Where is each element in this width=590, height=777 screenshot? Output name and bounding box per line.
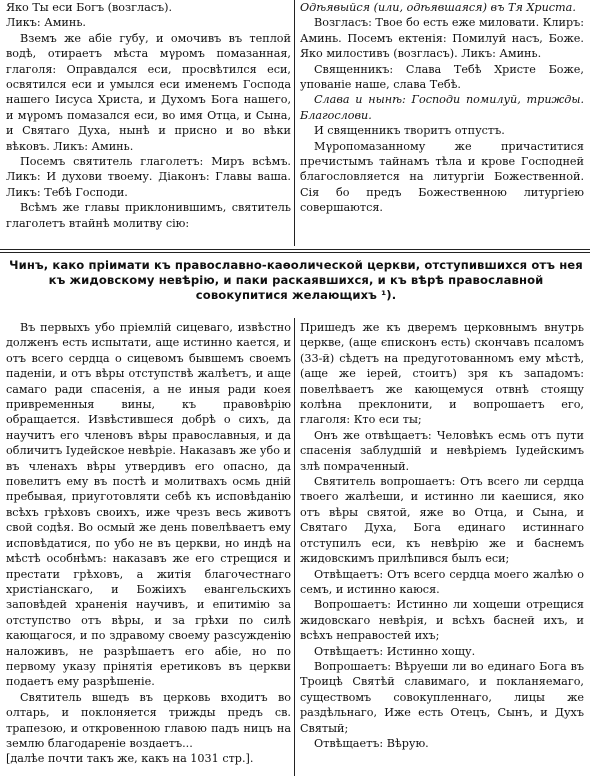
paragraph: Въ первыхъ убо пріемлій сицеваго, извѣстно долженъ есть испытати, аще истинно кается, и отъ всего сердца о сицевомъ бывшемъ своемъ паденіи, и отъ вѣры отступствѣ жалѣетъ, и аще самаго ради спасенія, а не иныя ради коея привременныя вины, къ правовѣрію обращается. Извѣстившеся добрѣ о сихъ, да научитъ его членовъ вѣры православныя, и да обличитъ Іудейское невѣріе. Наказавъ же убо и въ членахъ вѣры утвердивъ его опасно, да повелитъ ему въ постѣ и молитвахъ осмь дній пребывая, приуготовляти себѣ къ исповѣданію всѣхъ грѣховъ своихъ, иже чрезъ весь животъ свой содѣя. Во осмый же день повелѣваетъ ему исповѣдатися, по убо не въ церкви, но индѣ на мѣстѣ особнѣмъ: наказавъ же его стрещися и престати грѣховъ, а житія благочестнаго христіанскаго, и Божіихъ евангельскихъ заповѣдей храненія научивъ, и епитимію за отступство отъ вѣры, и за грѣхи по силѣ кающагося, и по здравому своему разсужденію наложивъ, не разрѣшаетъ его абіе, но по первому указу прінятія еретиковъ въ церкви подаетъ ему разрѣшеніе.	[6, 321, 291, 689]
paragraph: Вопрошаетъ: Вѣруеши ли во единаго Бога въ Троицѣ Святѣй славимаго, и покланяемаго, существомъ совокупленнаго, лицы же раздѣльнаго, Иже есть Отецъ, Сынъ, и Духъ Святый;	[300, 659, 584, 735]
paragraph: Одѣявыйся (или, одѣявшаяся) въ Тя Христа.	[300, 1, 576, 14]
section-heading: Чинъ, како пріимати къ православно-каѳолической церкви, отступившихся отъ нея къ жидовскому невѣрію, и паки раскаявшихся, и къ вѣрѣ православной совокупитися желающихъ ¹).	[9, 258, 583, 302]
paragraph: Отвѣщаетъ: Истинно хощу.	[314, 644, 476, 658]
paragraph: Святитель вшедъ въ церковь входитъ во олтарь, и поклоняется трижды предъ св. трапезою, и откровенною главою падъ ницъ на землю благодареніе воздаетъ...	[6, 690, 291, 750]
paragraph: Мγропомазанному же причаститися пречистымъ тайнамъ тѣла и крове Господней благословляется на литургіи Божественной. Сія бо предъ Божественною литургіею совершаются.	[300, 139, 584, 215]
top-right-column	[300, 0, 584, 216]
paragraph: Всѣмъ же главы приклонившимъ, святитель глаголетъ втайнѣ молитву сію:	[6, 201, 291, 230]
paragraph: Вземъ же абіе губу, и омочивъ въ теплой водѣ, отираетъ мѣста мγромъ помазанная, глаголя: Оправдался еси, просвѣтился еси, освятился еси и умылся еси именемъ Господа нашего Іисуса Христа, и Духомъ Бога нашего, и мγромъ помазался еси, во имя Отца, и Сына, и Святаго Духа, нынѣ и присно и во вѣки вѣковъ. Ликъ: Аминь.	[6, 31, 291, 153]
paragraph: [далѣе почти такъ же, какъ на 1031 стр.].	[6, 752, 254, 766]
top-left-column	[6, 0, 291, 231]
paragraph: Онъ же отвѣщаетъ: Человѣкъ есмь отъ пути спасенія заблудшій и невѣріемъ Іудейскимъ злѣ помраченный.	[300, 428, 584, 473]
paragraph: Ликъ: Аминь.	[6, 16, 86, 30]
section-rule	[0, 249, 590, 250]
paragraph: Пришедъ же къ дверемъ церковнымъ внутрь церкве, (аще єписконъ есть) скончавъ псаломъ (33-й) сѣдетъ на предуготованномъ ему мѣстѣ, (аще же іерей, стоитъ) зря къ западомъ: повелѣваетъ же кающемуся отвнѣ стоящу колѣна преклонити, и вопрошаетъ его, глаголя: Кто еси ты;	[300, 321, 584, 427]
bottom-left-column	[6, 320, 291, 767]
column-divider	[294, 318, 295, 776]
paragraph: Посемъ святитель глаголетъ: Миръ всѣмъ. Ликъ: И духови твоему. Діаконъ: Главы ваша. Ликъ: Тебѣ Господи.	[6, 155, 291, 199]
section-rule	[0, 252, 590, 253]
bottom-right-column	[300, 320, 584, 751]
paragraph: Яко Ты еси Богъ (возгласъ).	[6, 1, 173, 14]
paragraph: Святитель вопрошаетъ: Отъ всего ли сердца твоего жалѣеши, и истинно ли каешися, яко отъ вѣры святой, яже во Отца, и Сына, и Святаго Духа, Бога единаго истиннаго отступилъ еси, къ невѣрію же и баснемъ жидовскимъ прилѣпився былъ еси;	[300, 475, 584, 566]
paragraph: Отвѣщаетъ: Вѣрую.	[314, 736, 429, 750]
paragraph: Вопрошаетъ: Истинно ли хощеши отрещися жидовскаго невѣрія, и всѣхъ басней ихъ, и всѣхъ неправостей ихъ;	[300, 598, 584, 643]
paragraph: И священникъ творитъ отпустъ.	[314, 124, 505, 138]
paragraph: Слава и нынѣ: Господи помилуй, трижды. Благослови.	[300, 93, 584, 122]
paragraph: Отвѣщаетъ: Отъ всего сердца моего жалѣю о семъ, и истинно каюся.	[300, 567, 584, 596]
column-divider	[294, 0, 295, 246]
paragraph: Возгласъ: Твое бо есть еже миловати. Клиръ: Аминь. Посемъ ектенія: Помилуй насъ, Боже. Яко милостивъ (возгласъ). Ликъ: Аминь.	[300, 16, 584, 61]
paragraph: Священникъ: Слава Тебѣ Христе Боже, упованіе наше, слава Тебѣ.	[300, 62, 584, 92]
